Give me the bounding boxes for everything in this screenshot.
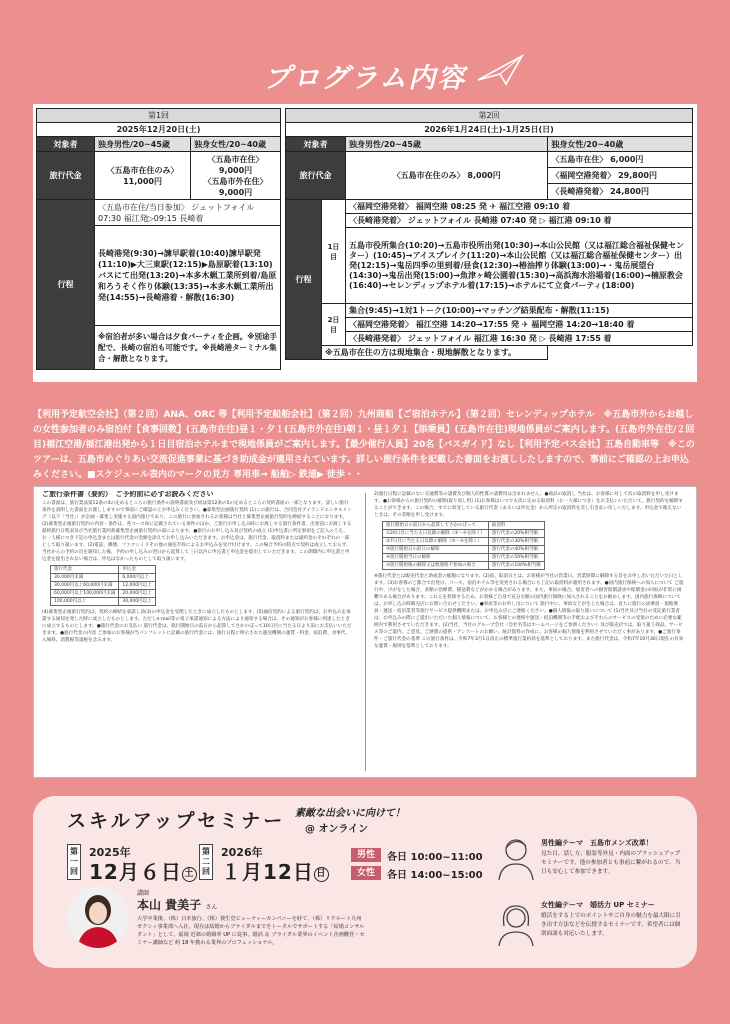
round2-date-text: １月12日 <box>221 860 314 884</box>
price-female-3: 〈長崎港発着〉 24,800円 <box>548 184 693 200</box>
day2-flight: 〈福岡空港発着〉 福江空港 14:20→17:55 発 ✈ 福岡空港 14:20→18:40 着 <box>346 318 693 332</box>
seminar-card <box>33 796 697 968</box>
round2-date <box>221 856 329 885</box>
female-theme-title: 女性編テーマ 婚活力 UP セミナー <box>541 901 655 909</box>
round1-it3: ※宿泊者が多い場合は夕食パーティを企画。※別途手配で、長崎の宿泊も可能です。※長崎港ターミナル集合・解散となります。 <box>95 326 281 370</box>
price-female-2: 〈五島市外在住〉 9,000円 <box>203 176 268 197</box>
round1-date-text: 12月６日 <box>89 860 182 884</box>
cancel-cell: ①20日目に当たる日以降の解除（②～⑤を除く） <box>383 530 489 538</box>
cancellation-table <box>382 521 545 570</box>
cancel-cell: ②7日目に当たる日以降の解除（③～⑤を除く） <box>383 538 489 546</box>
terms-text: (4)募集型企画旅行契約は、契約の締結を承諾し前(3)の申込金を受理したときに成立したものとします。(5)通信契約による旅行契約は、お申込みを承諾する通知を発した時に成立したものとします。ただしe-mail等の電子承諾通知による方法により通知する場合は、その通知がお客様に到達したときに成立するものとします。●旅行代金のお支払い 旅行代金は、旅行開始日の前日から起算してさかのぼって10日目に当たる日より前にお支払いいただきます。●旅行代金の内容 ご参加のお客様が当パンフレットに記載の旅行代金には、旅行日程に明示された運送機関の運賃・料金、宿泊費、食事代、入場料、消費税等諸税を含みます。 <box>42 610 352 643</box>
day1-ferry: 〈長崎港発着〉 ジェットフォイル 長崎港 07:40 発 ▷ 福江港 09:10 着 <box>346 214 693 228</box>
terms-left-column <box>36 491 358 773</box>
terms-right-column <box>368 491 690 773</box>
cancel-cell: ⑤旅行開始後の解除又は無連絡不参加の場合 <box>383 562 489 570</box>
cancel-cell: 旅行代金の30%相当額 <box>488 538 544 546</box>
round1-year: 2025年 <box>89 846 131 859</box>
seminar-subtitle: 素敵な出会いに向けて！ <box>295 808 405 819</box>
price-label: 旅行代金 <box>286 152 346 200</box>
program-panel <box>33 104 697 382</box>
deposit-header: 申込金 <box>119 566 155 574</box>
itinerary-label: 行程 <box>37 200 95 370</box>
lecturer-label: 講師 <box>137 890 150 897</box>
price-female-1: 〈五島市在住〉 9,000円 <box>207 154 264 175</box>
deposit-cell: 6,000円以上 <box>119 574 155 582</box>
round2-year: 2026年 <box>221 846 263 859</box>
terms-text: 2)旅行日程に記載のない交通費等の諸費及び個人的性質の諸費用は含まれません。●商品の取消し 当社は、お客様に対して次の取消料を申し受けます。●お客様からの旅行契約の解除(取り消し料) (1)お客様はいつでも次に定める取消料（お一人様につき）をお支払いいただいて、旅行契約を解除することができます。この場合、すでに収受している旅行代金（あるいは申込金）から所定の取消料を差し引き払い戻しいたします。申込金で賄えないときは、その差額を申し受けます。 <box>374 492 684 518</box>
round1-it2: 長崎港発(9:30)→諫早駅着(10:40)諫早駅発(11:10)▶大三東駅(12:15)▶島原駅着(13:10)バスにて出発(13:20)→本多木蝋工業所到着/島原和ろうそく作り体験(13:35)→本多木蝋工業所出発(14:55)→長崎港着・解散(16:30) <box>95 226 281 326</box>
woman-icon <box>495 900 537 946</box>
lecturer-honorific: さん <box>205 904 218 911</box>
price-male: 〈五島市在住のみ〉 11,000円 <box>95 152 191 200</box>
male-theme-text: 見た目、話し方、服装等外見・内面のブラッシュアップセミナーです。他の参加者とも事前に繋がれるので、当日も安心して参加できます。 <box>541 851 681 875</box>
terms-panel <box>33 486 697 778</box>
day1-label: 1日目 <box>322 200 346 304</box>
round2-dow: 日 <box>314 867 329 882</box>
cancel-header: 旅行開始日の前日から起算してさかのぼって <box>383 522 489 530</box>
deposit-cell: 12,000円以上 <box>119 582 155 590</box>
target-label: 対象者 <box>37 137 95 152</box>
target-female: 独身女性/20~40歳 <box>191 137 281 152</box>
cancel-cell: 旅行代金の50%相当額 <box>488 554 544 562</box>
terms-text: ※旅行代金とは販売代金と助成金の総額になります。(2)前、取消日とは、お客様が当社の営業日、営業時間に解除する旨をお申し出いただいた日とします。(3)お客様のご都合で出発日、コース、宿泊ホテル等を変更される場合にも上記の取消料が適用されます。●国内旅行保険への加入について ご旅行中、けがをした場合、多額の治療費、移送費などがかかる場合があります。また、事故の場合、加害者への損害賠償請求や賠償金の回収が非常に困難である場合があります。これらを担保するため、お客様ご自身で充分な額の国内旅行保険に加入されることをお勧めします。国内旅行保険については、お申し込み時販売店にお問い合わせください。●事故等のお申し出について 旅行中に、事故などが生じた場合は、直ちに旅行の添乗員・現地係員・運送・宿泊業者等旅行サービス提供機関または、お申込み店にご連絡ください。●個人情報の取り扱いについて (1)当社及び当社の受託旅行業者は、お申込みの際にご提出いただいた個人情報について、お客様との連絡や運送・宿泊機関等の手配およびそれらのサービスの受領のために必要な範囲内で利用させていただきます。(2)当社、当社のグループ会社（会社名等はホームページをご参照ください）及び販売店では、取り扱う商品、サービス等のご案内、ご意見、ご感想の提供・アンケートのお願い、統計資料の作成に、お客様の個人情報を利用させていただく事があります。●ご旅行条件・ご旅行代金の基準 この旅行条件は、令和7年3月1日改正の標準旅行業約款を基準としております。また旅行代金は、令和7年10月30日現在の有効な運賃・規則を基準としております。 <box>374 574 684 649</box>
male-badge: 男性 <box>351 848 381 862</box>
round1-label: 第1回 <box>37 109 281 123</box>
deposit-table <box>50 565 156 606</box>
cancel-cell: ④旅行開始当日の解除 <box>383 554 489 562</box>
column-divider <box>365 493 366 771</box>
round2-note: ※五島市在住の方は現地集合・現地解散となります。 <box>322 346 548 360</box>
round1-date <box>89 856 197 885</box>
male-theme-title: 男性編テーマ 五島市メンズ改革！ <box>541 839 653 847</box>
page-title: プログラム内容 <box>263 63 467 94</box>
cancel-cell: ③旅行開始日の前日の解除 <box>383 546 489 554</box>
terms-text: この書面は、旅行業法第12条の4の定めるところの旅行条件の説明書面及び同法第12条の5の定めるところの契約書面の一部となります。詳しい旅行条件を説明した書面をお渡ししますので事前にご確認の上お申込みください。●募集型企画旅行契約 (1)この旅行は、合同会社アイランドエンタルリング（以下「当社」）が企画・募集し実施する国内旅行であり、この旅行に参加されるお客様は当社と募集型企画旅行契約を締結することになります。(2)募集型企画旅行契約の内容・条件は、各コース毎に記載されている条件のほか、ご旅行お申し込み時にお渡しする旅行条件書、出発前にお渡しする最終旅行日程表及び当社旅行業約款募集型企画旅行契約の部によります。●旅行のお申し込み及び契約の成立 (1)申込書に所定事項をご記入のうえ、お一人様につき下記の申込金または旅行代金の金額を添えてお申し込みいただきます。お申込金は、旅行代金、取消料または違約金のそれぞれの一部として取り扱います。(2)電話、郵便、ファクシミリその他の通信手段によるお申込みを受け付けます。この場合予約の時点で契約は成立しておらず、当社からの予約の旨を通知した後、予約の申し込みの翌日から起算して三日以内に申込書と申込金を提出していただきます。この期間内に申込書と申込金を提出されない場合は、申込はなかったものとして取り扱います。 <box>42 501 352 562</box>
price-female-1: 〈五島市在住〉 6,000円 <box>548 152 693 168</box>
price-male: 〈五島市在住のみ〉 8,000円 <box>346 152 548 200</box>
target-male: 独身男性/20~45歳 <box>346 137 548 152</box>
female-theme-text: 婚活をする上でのポイントやご自身の魅力を最大限に引き出す方法などを伝授するセミナーです。希望者には個別面談も対応いたします。 <box>541 913 681 937</box>
deposit-cell: 30,000円未満 <box>51 574 119 582</box>
female-time: 各日 14:00~15:00 <box>387 870 483 881</box>
round1-table <box>36 108 281 370</box>
day1-flight: 〈福岡空港発着〉 福岡空港 08:25 発 ✈ 福江空港 09:10 着 <box>346 200 693 214</box>
round2-table <box>285 108 693 360</box>
cancel-cell: 旅行代金の40%相当額 <box>488 546 544 554</box>
male-time: 各日 10:00~11:00 <box>387 852 483 863</box>
target-male: 独身男性/20~45歳 <box>95 137 191 152</box>
price-label: 旅行代金 <box>37 152 95 200</box>
deposit-header: 旅行代金 <box>51 566 119 574</box>
target-female: 独身女性/20~40歳 <box>548 137 693 152</box>
price-female-2: 〈福岡空港発着〉 29,800円 <box>548 168 693 184</box>
day1-schedule: 五島市役所集合(10:20)→五島市役所出発(10:30)→本山公民館（又は福江総合福祉保健センター）(10:45)→アイスブレイク(11:20)→本山公民館（又は福江総合福祉保健センター）出発(12:15)→鬼岳四季の里到着/昼食(12:30)→椿油搾り体験(13:00)→・鬼岳展望台(14:30)→鬼岳出発(15:00)→魚津ヶ崎公園着(15:30)→高浜海水浴場着(16:00)→楠原教会(16:40)→セレンディップホテル着(17:15)→ホテルにて立食パーティ(18:00) <box>346 228 693 304</box>
cancel-cell: 旅行代金の20%相当額 <box>488 530 544 538</box>
target-label: 対象者 <box>286 137 346 152</box>
day2-ferry: 〈長崎港発着〉 ジェットフォイル 福江港 16:30 発 ▷ 長崎港 17:55 着 <box>346 332 693 346</box>
day2-meeting: 集合(9:45)→1対1トーク(10:00)→マッチング結果配布・解散(11:15) <box>346 304 693 318</box>
deposit-cell: 20,000円以上 <box>119 590 155 598</box>
lecturer-photo <box>67 886 129 948</box>
round1-dow: 土 <box>182 867 197 882</box>
terms-title: ご旅行条件書（要約） ご予約前に必ずお読みください <box>42 491 214 498</box>
deposit-cell: 100,000円以上 <box>51 598 119 606</box>
itinerary-label: 行程 <box>286 200 322 360</box>
lecturer-name-text: 本山 貴美子 <box>137 898 202 912</box>
man-icon <box>495 834 537 880</box>
female-badge: 女性 <box>351 866 381 880</box>
deposit-cell: 30,000円以上60,000円未満 <box>51 582 119 590</box>
seminar-online: @ オンライン <box>305 824 369 835</box>
tour-notes: 【利用予定航空会社】（第２回）ANA、ORC 等【利用予定船舶会社】（第２回）九州商船【ご宿泊ホテル】（第２回）セレンディップホテル ※五島市外からお越しの女性参加者のみ宿泊付【食事回数】(五島市在往)昼１・夕１(五島市外在往)朝１・昼１夕１【添乗員】(五島市在往)現地係員がご案内します。(五島市外在住/２回目)福江空港/福江港出発から１日目宿泊ホテルまで現地係員がご案内します。【最少催行人員】20名【バスガイド】なし【利用予定バス会社】五島自動車等 ※このツアーは、五島市めぐりあい交流促進事業に基づき助成金が適用されています。詳しい旅行条件を記載した書面をお渡ししたしますので、事前にご確認の上お申込みください。■スケジュール表内のマークの見方 専用車→ 船舶▷ 鉄道▶ 徒歩・・ <box>33 410 695 480</box>
deposit-cell: 60,000円以上100,000円未満 <box>51 590 119 598</box>
cancel-header: 取消料 <box>488 522 544 530</box>
round2-badge: 第二回 <box>199 844 213 880</box>
paper-plane-icon <box>476 50 526 90</box>
cancel-cell: 旅行代金の100%相当額 <box>488 562 544 570</box>
seminar-title: スキルアップセミナー <box>67 810 286 832</box>
round2-date: 2026年1月24日(土)-1月25日(日) <box>286 123 693 137</box>
day2-label: 2日目 <box>322 304 346 346</box>
round2-label: 第2回 <box>286 109 693 123</box>
lecturer-bio: 大学卒業後、（株）日本旅行、（株）資生堂ビューティーカンパニーを経て、（株）リクルート九州ゼクシィ事業部へ入社。現在は結婚からブライダルまでをトータルでサポートする「結婚コンサルタント」として、福岡 近郊の婚姻率 UP に従事、婚活 ＆ ブライダル業界のイベント企画概営・セミナー講師など 約 18 年携わる業界のプロフェッショナル。 <box>137 916 365 946</box>
deposit-cell: 30,000円以上 <box>119 598 155 606</box>
round1-badge: 第一回 <box>67 844 81 880</box>
lecturer-name <box>137 896 217 913</box>
round1-date: 2025年12月20日(土) <box>37 123 281 137</box>
round1-it1: 〈五島市在住/当日参加〉 ジェットフォイル 07:30 福江発▷09:15 長崎着 <box>95 200 281 226</box>
